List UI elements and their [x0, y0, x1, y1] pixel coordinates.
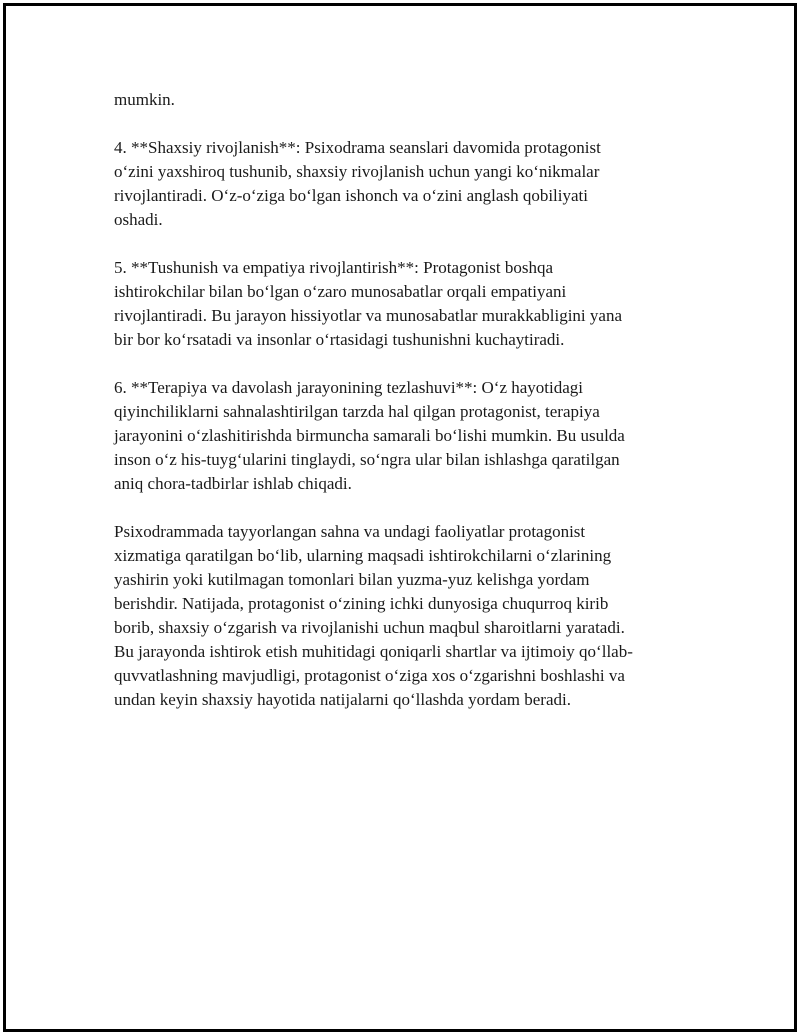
paragraph-item-6: 6. **Terapiya va davolash jarayonining tezlashuvi**: O‘z hayotidagi qiyinchiliklarni sahnalashtirilgan tarzda hal qilgan protagonist, terapiya jarayonini o‘zlashitirishda birmuncha samarali bo‘lishi mumkin. Bu usulda inson o‘z his-tuyg‘ularini tinglaydi, so‘ngra ular bilan ishlashga qaratilgan aniq chora-tadbirlar ishlab chiqadi. [114, 378, 625, 493]
document-body [114, 88, 694, 736]
paragraph-conclusion: Psixodrammada tayyorlangan sahna va undagi faoliyatlar protagonist xizmatiga qaratilgan bo‘lib, ularning maqsadi ishtirokchilarni o‘zlarining yashirin yoki kutilmagan tomonlari bilan yuzma-yuz kelishga yordam berishdir. Natijada, protagonist o‘zining ichki dunyosiga chuqurroq kirib borib, shaxsiy o‘zgarish va rivojlanishi uchun maqbul sharoitlarni yaratadi. Bu jarayonda ishtirok etish muhitidagi qoniqarli shartlar va ijtimoiy qo‘llab- quvvatlashning mavjudligi, protagonist o‘ziga xos o‘zgarishni boshlashi va undan keyin shaxsiy hayotida natijalarni qo‘llashda yordam beradi. [114, 522, 633, 709]
paragraph-item-5: 5. **Tushunish va empatiya rivojlantirish**: Protagonist boshqa ishtirokchilar bilan bo‘lgan o‘zaro munosabatlar orqali empatiyani rivojlantiradi. Bu jarayon hissiyotlar va munosabatlar murakkabligini yana bir bor ko‘rsatadi va insonlar o‘rtasidagi tushunishni kuchaytiradi. [114, 258, 622, 349]
paragraph-item-4: 4. **Shaxsiy rivojlanish**: Psixodrama seanslari davomida protagonist o‘zini yaxshiroq tushunib, shaxsiy rivojlanish uchun yangi ko‘nikmalar rivojlantiradi. O‘z-o‘ziga bo‘lgan ishonch va o‘zini anglash qobiliyati oshadi. [114, 138, 601, 229]
paragraph-continuation: mumkin. [114, 90, 175, 109]
